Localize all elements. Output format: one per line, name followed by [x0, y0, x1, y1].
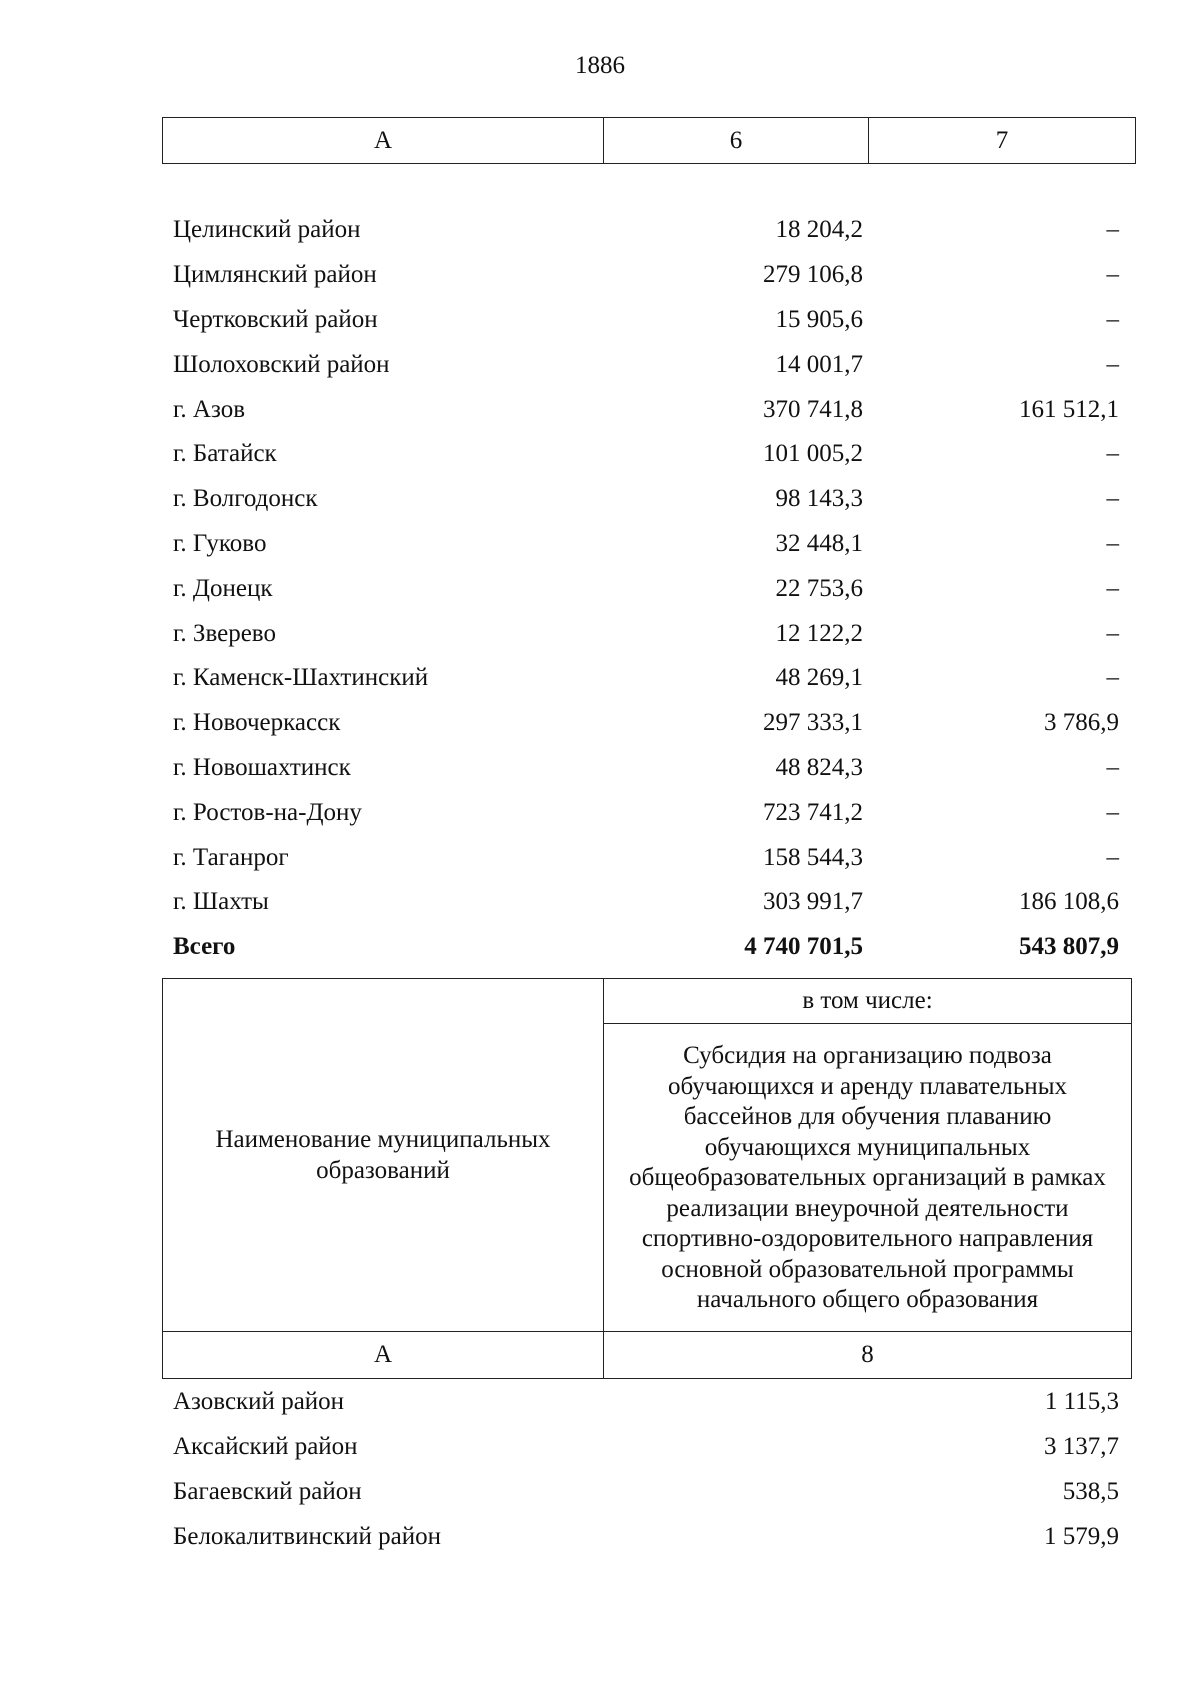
total-value-6: 4 740 701,5	[744, 933, 863, 961]
row-name: Багаевский район	[173, 1477, 362, 1505]
row-value-6: 32 448,1	[775, 529, 863, 557]
table-row	[173, 701, 1119, 746]
row-value-6: 98 143,3	[775, 485, 863, 513]
table-row	[173, 835, 1119, 880]
row-value-8: 538,5	[1062, 1477, 1119, 1505]
row-name: г. Гуково	[173, 529, 267, 557]
table-row	[173, 387, 1119, 432]
page-number: 1886	[575, 52, 625, 79]
row-value-8: 1 579,9	[1044, 1522, 1119, 1550]
row-value-8: 1 115,3	[1044, 1388, 1119, 1416]
row-value-7: 186 108,6	[1019, 888, 1119, 916]
table2-body	[173, 1380, 1119, 1559]
row-value-7: –	[1106, 574, 1119, 602]
row-value-7: –	[1106, 529, 1119, 557]
row-value-6: 14 001,7	[775, 350, 863, 378]
row-value-6: 48 269,1	[775, 664, 863, 692]
table-row	[173, 298, 1119, 343]
code-col-a: А	[163, 1332, 604, 1379]
row-name: Аксайский район	[173, 1433, 358, 1461]
total-label: Всего	[173, 933, 236, 961]
row-name: Шолоховский район	[173, 350, 390, 378]
row-value-6: 18 204,2	[775, 216, 863, 244]
row-value-7: –	[1106, 305, 1119, 333]
row-value-7: –	[1106, 261, 1119, 289]
table1-header	[162, 117, 1136, 164]
table-row	[173, 522, 1119, 567]
table2-header	[162, 978, 1132, 1379]
row-value-7: 3 786,9	[1044, 709, 1119, 737]
row-value-7: –	[1106, 843, 1119, 871]
row-value-6: 48 824,3	[775, 753, 863, 781]
row-value-7: –	[1106, 350, 1119, 378]
row-value-7: –	[1106, 664, 1119, 692]
row-name: г. Новошахтинск	[173, 753, 351, 781]
row-name: Белокалитвинский район	[173, 1522, 441, 1550]
header-col-6: 6	[604, 118, 869, 164]
row-value-6: 279 106,8	[763, 261, 863, 289]
row-value-6: 101 005,2	[763, 440, 863, 468]
row-value-7: –	[1106, 440, 1119, 468]
row-name: г. Каменск-Шахтинский	[173, 664, 429, 692]
table-row	[173, 880, 1119, 925]
subsidy-description-header: Субсидия на организацию подвоза обучающихся и аренду плавательных бассейнов для обучения плаванию обучающихся муниципальных общеобразовательных организаций в рамках реализации внеурочной деятельности спортивно-оздоровительного направления основной образовательной программы начального общего образования	[604, 1024, 1132, 1332]
row-value-6: 158 544,3	[763, 843, 863, 871]
table-row	[173, 342, 1119, 387]
code-col-8: 8	[604, 1332, 1132, 1379]
table-row	[173, 790, 1119, 835]
row-name: г. Батайск	[173, 440, 277, 468]
total-row	[173, 925, 1119, 970]
row-value-6: 303 991,7	[763, 888, 863, 916]
row-value-7: –	[1106, 753, 1119, 781]
table-row	[173, 1514, 1119, 1559]
row-value-6: 22 753,6	[775, 574, 863, 602]
row-value-6: 370 741,8	[763, 395, 863, 423]
row-value-7: –	[1106, 619, 1119, 647]
row-name: Чертковский район	[173, 305, 378, 333]
including-header: в том числе:	[604, 979, 1132, 1024]
table-row	[173, 208, 1119, 253]
row-name: г. Зверево	[173, 619, 276, 647]
table-row	[173, 253, 1119, 298]
table-row	[173, 1425, 1119, 1470]
header-col-7: 7	[869, 118, 1136, 164]
row-name: Азовский район	[173, 1388, 345, 1416]
row-name: г. Новочеркасск	[173, 709, 341, 737]
row-value-6: 723 741,2	[763, 798, 863, 826]
table-row	[173, 477, 1119, 522]
table-row	[173, 1470, 1119, 1515]
table-row	[173, 566, 1119, 611]
municipal-name-header: Наименование муниципальных образований	[163, 979, 604, 1332]
row-name: г. Ростов-на-Дону	[173, 798, 362, 826]
row-name: г. Шахты	[173, 888, 269, 916]
row-value-7: –	[1106, 485, 1119, 513]
row-name: Цимлянский район	[173, 261, 377, 289]
row-value-6: 297 333,1	[763, 709, 863, 737]
row-name: г. Азов	[173, 395, 246, 423]
table-row	[173, 611, 1119, 656]
table-row	[173, 432, 1119, 477]
row-name: Целинский район	[173, 216, 361, 244]
row-name: г. Волгодонск	[173, 485, 318, 513]
row-name: г. Таганрог	[173, 843, 289, 871]
row-value-8: 3 137,7	[1044, 1433, 1119, 1461]
table-row	[173, 1380, 1119, 1425]
row-value-6: 15 905,6	[775, 305, 863, 333]
total-value-7: 543 807,9	[1019, 933, 1119, 961]
row-name: г. Донецк	[173, 574, 273, 602]
row-value-7: –	[1106, 798, 1119, 826]
table1-body	[173, 208, 1119, 970]
table-row	[173, 656, 1119, 701]
header-col-a: А	[163, 118, 604, 164]
row-value-6: 12 122,2	[775, 619, 863, 647]
row-value-7: 161 512,1	[1019, 395, 1119, 423]
row-value-7: –	[1106, 216, 1119, 244]
table-row	[173, 746, 1119, 791]
